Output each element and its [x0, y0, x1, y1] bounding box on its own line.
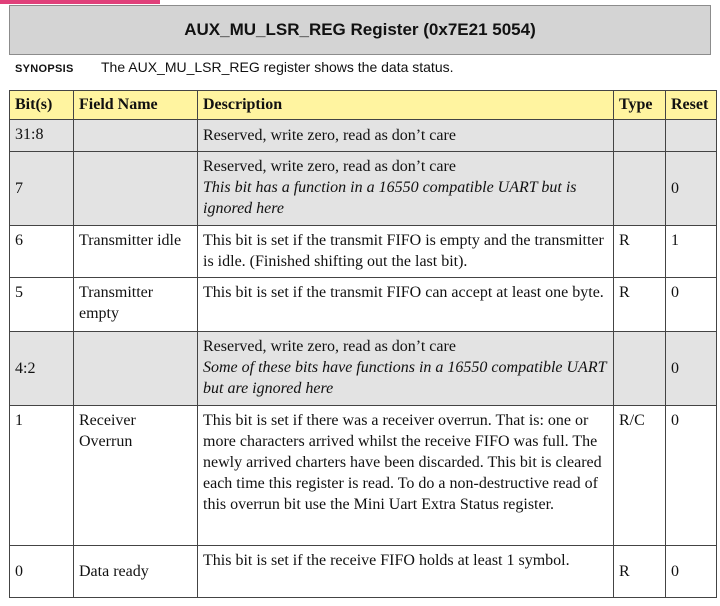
cell-type: R [614, 278, 666, 332]
synopsis [15, 59, 715, 75]
description-note: This bit has a function in a 16550 compatible UART but is ignored here [203, 179, 577, 217]
cell-type [614, 152, 666, 226]
description-note: Some of these bits have functions in a 16550 compatible UART but are ignored here [203, 359, 607, 397]
table-row [10, 226, 717, 278]
cell-description [198, 120, 614, 152]
cell-bits: 6 [10, 226, 74, 278]
cell-description [198, 152, 614, 226]
cell-field: Receiver Overrun [74, 406, 198, 546]
cell-field: Transmitter empty [74, 278, 198, 332]
cell-reset: 1 [666, 226, 717, 278]
cell-field: Data ready [74, 546, 198, 598]
cell-type: R [614, 226, 666, 278]
synopsis-label: SYNOPSIS [15, 63, 74, 75]
description-text: Reserved, write zero, read as don’t care [203, 338, 456, 355]
cell-field [74, 332, 198, 406]
cell-reset: 0 [666, 332, 717, 406]
table-row [10, 278, 717, 332]
cell-description [198, 226, 614, 278]
cell-type [614, 120, 666, 152]
table-row [10, 332, 717, 406]
cell-bits: 5 [10, 278, 74, 332]
description-text: Reserved, write zero, read as don’t care [203, 127, 456, 144]
header-type: Type [614, 91, 666, 120]
description-text: Reserved, write zero, read as don’t care [203, 158, 456, 175]
cell-bits: 0 [10, 546, 74, 598]
cell-field [74, 152, 198, 226]
table-row [10, 152, 717, 226]
description-text: This bit is set if the transmit FIFO can accept at least one byte. [203, 284, 604, 301]
cell-description [198, 332, 614, 406]
cell-field [74, 120, 198, 152]
cell-type: R/C [614, 406, 666, 546]
header-field-name: Field Name [74, 91, 198, 120]
table-row [10, 406, 717, 546]
cell-bits: 1 [10, 406, 74, 546]
table-row [10, 120, 717, 152]
accent-strip [0, 0, 160, 4]
table-row [10, 546, 717, 598]
cell-reset: 0 [666, 546, 717, 598]
cell-field: Transmitter idle [74, 226, 198, 278]
description-text: This bit is set if the receive FIFO holds at least 1 symbol. [203, 552, 570, 569]
cell-type: R [614, 546, 666, 598]
register-field-table [9, 90, 717, 598]
cell-type [614, 332, 666, 406]
cell-bits: 4:2 [10, 332, 74, 406]
cell-reset: 0 [666, 152, 717, 226]
cell-reset: 0 [666, 406, 717, 546]
register-title-bar [9, 5, 711, 55]
cell-description [198, 546, 614, 598]
register-title: AUX_MU_LSR_REG Register (0x7E21 5054) [184, 20, 536, 39]
header-bits: Bit(s) [10, 91, 74, 120]
cell-description [198, 278, 614, 332]
header-reset: Reset [666, 91, 717, 120]
table-header-row [10, 91, 717, 120]
cell-description [198, 406, 614, 546]
header-description: Description [198, 91, 614, 120]
description-text: This bit is set if the transmit FIFO is empty and the transmitter is idle. (Finished shifting out the last bit). [203, 232, 604, 270]
cell-reset [666, 120, 717, 152]
description-text: This bit is set if there was a receiver overrun. That is: one or more characters arrived whilst the receive FIFO was full. The newly arrived charters have been discarded. This bit is cleared each time this register is read. To do a non-destructive read of this overrun bit use the Mini Uart Extra Status register. [203, 412, 602, 513]
synopsis-text: The AUX_MU_LSR_REG register shows the data status. [101, 59, 454, 75]
cell-bits: 7 [10, 152, 74, 226]
cell-bits: 31:8 [10, 120, 74, 152]
cell-reset: 0 [666, 278, 717, 332]
